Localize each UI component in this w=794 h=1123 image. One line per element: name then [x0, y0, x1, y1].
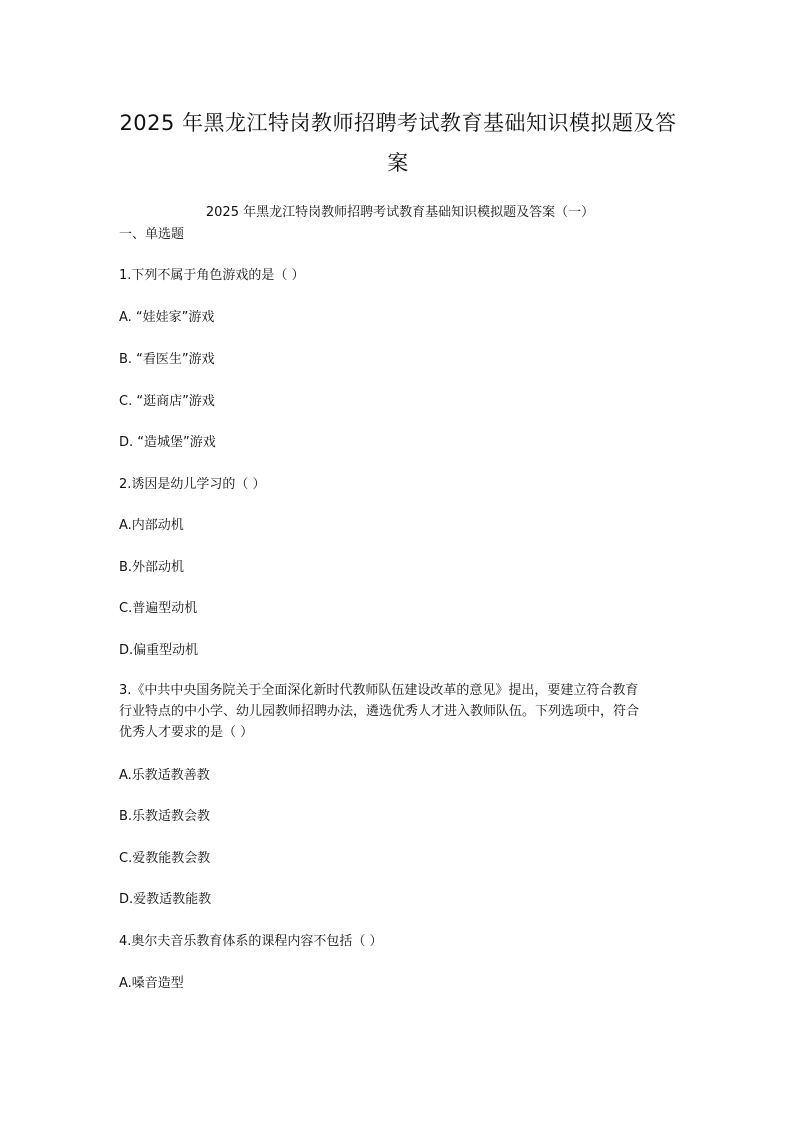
document-title: 2025 年黑龙江特岗教师招聘考试教育基础知识模拟题及答案: [119, 111, 677, 175]
document-subtitle: 2025 年黑龙江特岗教师招聘考试教育基础知识模拟题及答案（一）: [205, 205, 595, 220]
question-1-option-c: C. “逛商店”游戏: [119, 394, 215, 409]
question-3-option-d: D.爱教适教能教: [119, 892, 212, 907]
section-heading: 一、单选题: [119, 227, 185, 242]
question-3-option-a: A.乐教适教善教: [119, 768, 210, 783]
question-3-option-c: C.爱教能教会教: [119, 851, 211, 866]
question-4-option-a: A.嗓音造型: [119, 976, 184, 991]
question-2-stem: 2.诱因是幼儿学习的（ ）: [119, 477, 266, 492]
question-1-option-d: D. “造城堡”游戏: [119, 435, 216, 450]
question-2-option-c: C.普遍型动机: [119, 601, 198, 616]
question-2-option-b: B.外部动机: [119, 560, 185, 575]
question-2-option-d: D.偏重型动机: [119, 643, 199, 658]
question-2-option-a: A.内部动机: [119, 518, 184, 533]
question-1-stem: 1.下列不属于角色游戏的是（ ）: [119, 268, 305, 283]
question-1-option-a: A. “娃娃家”游戏: [119, 310, 215, 325]
question-4-stem: 4.奥尔夫音乐教育体系的课程内容不包括（ ）: [119, 934, 383, 949]
question-1-option-b: B. “看医生”游戏: [119, 352, 215, 367]
question-3-option-b: B.乐教适教会教: [119, 809, 211, 824]
question-3-stem: 3.《中共中央国务院关于全面深化新时代教师队伍建设改革的意见》提出，要建立符合教育行业特点的中小学、幼儿园教师招聘办法，遴选优秀人才进入教师队伍。下列选项中，符合优秀人才要求的是（ ）: [119, 683, 640, 740]
